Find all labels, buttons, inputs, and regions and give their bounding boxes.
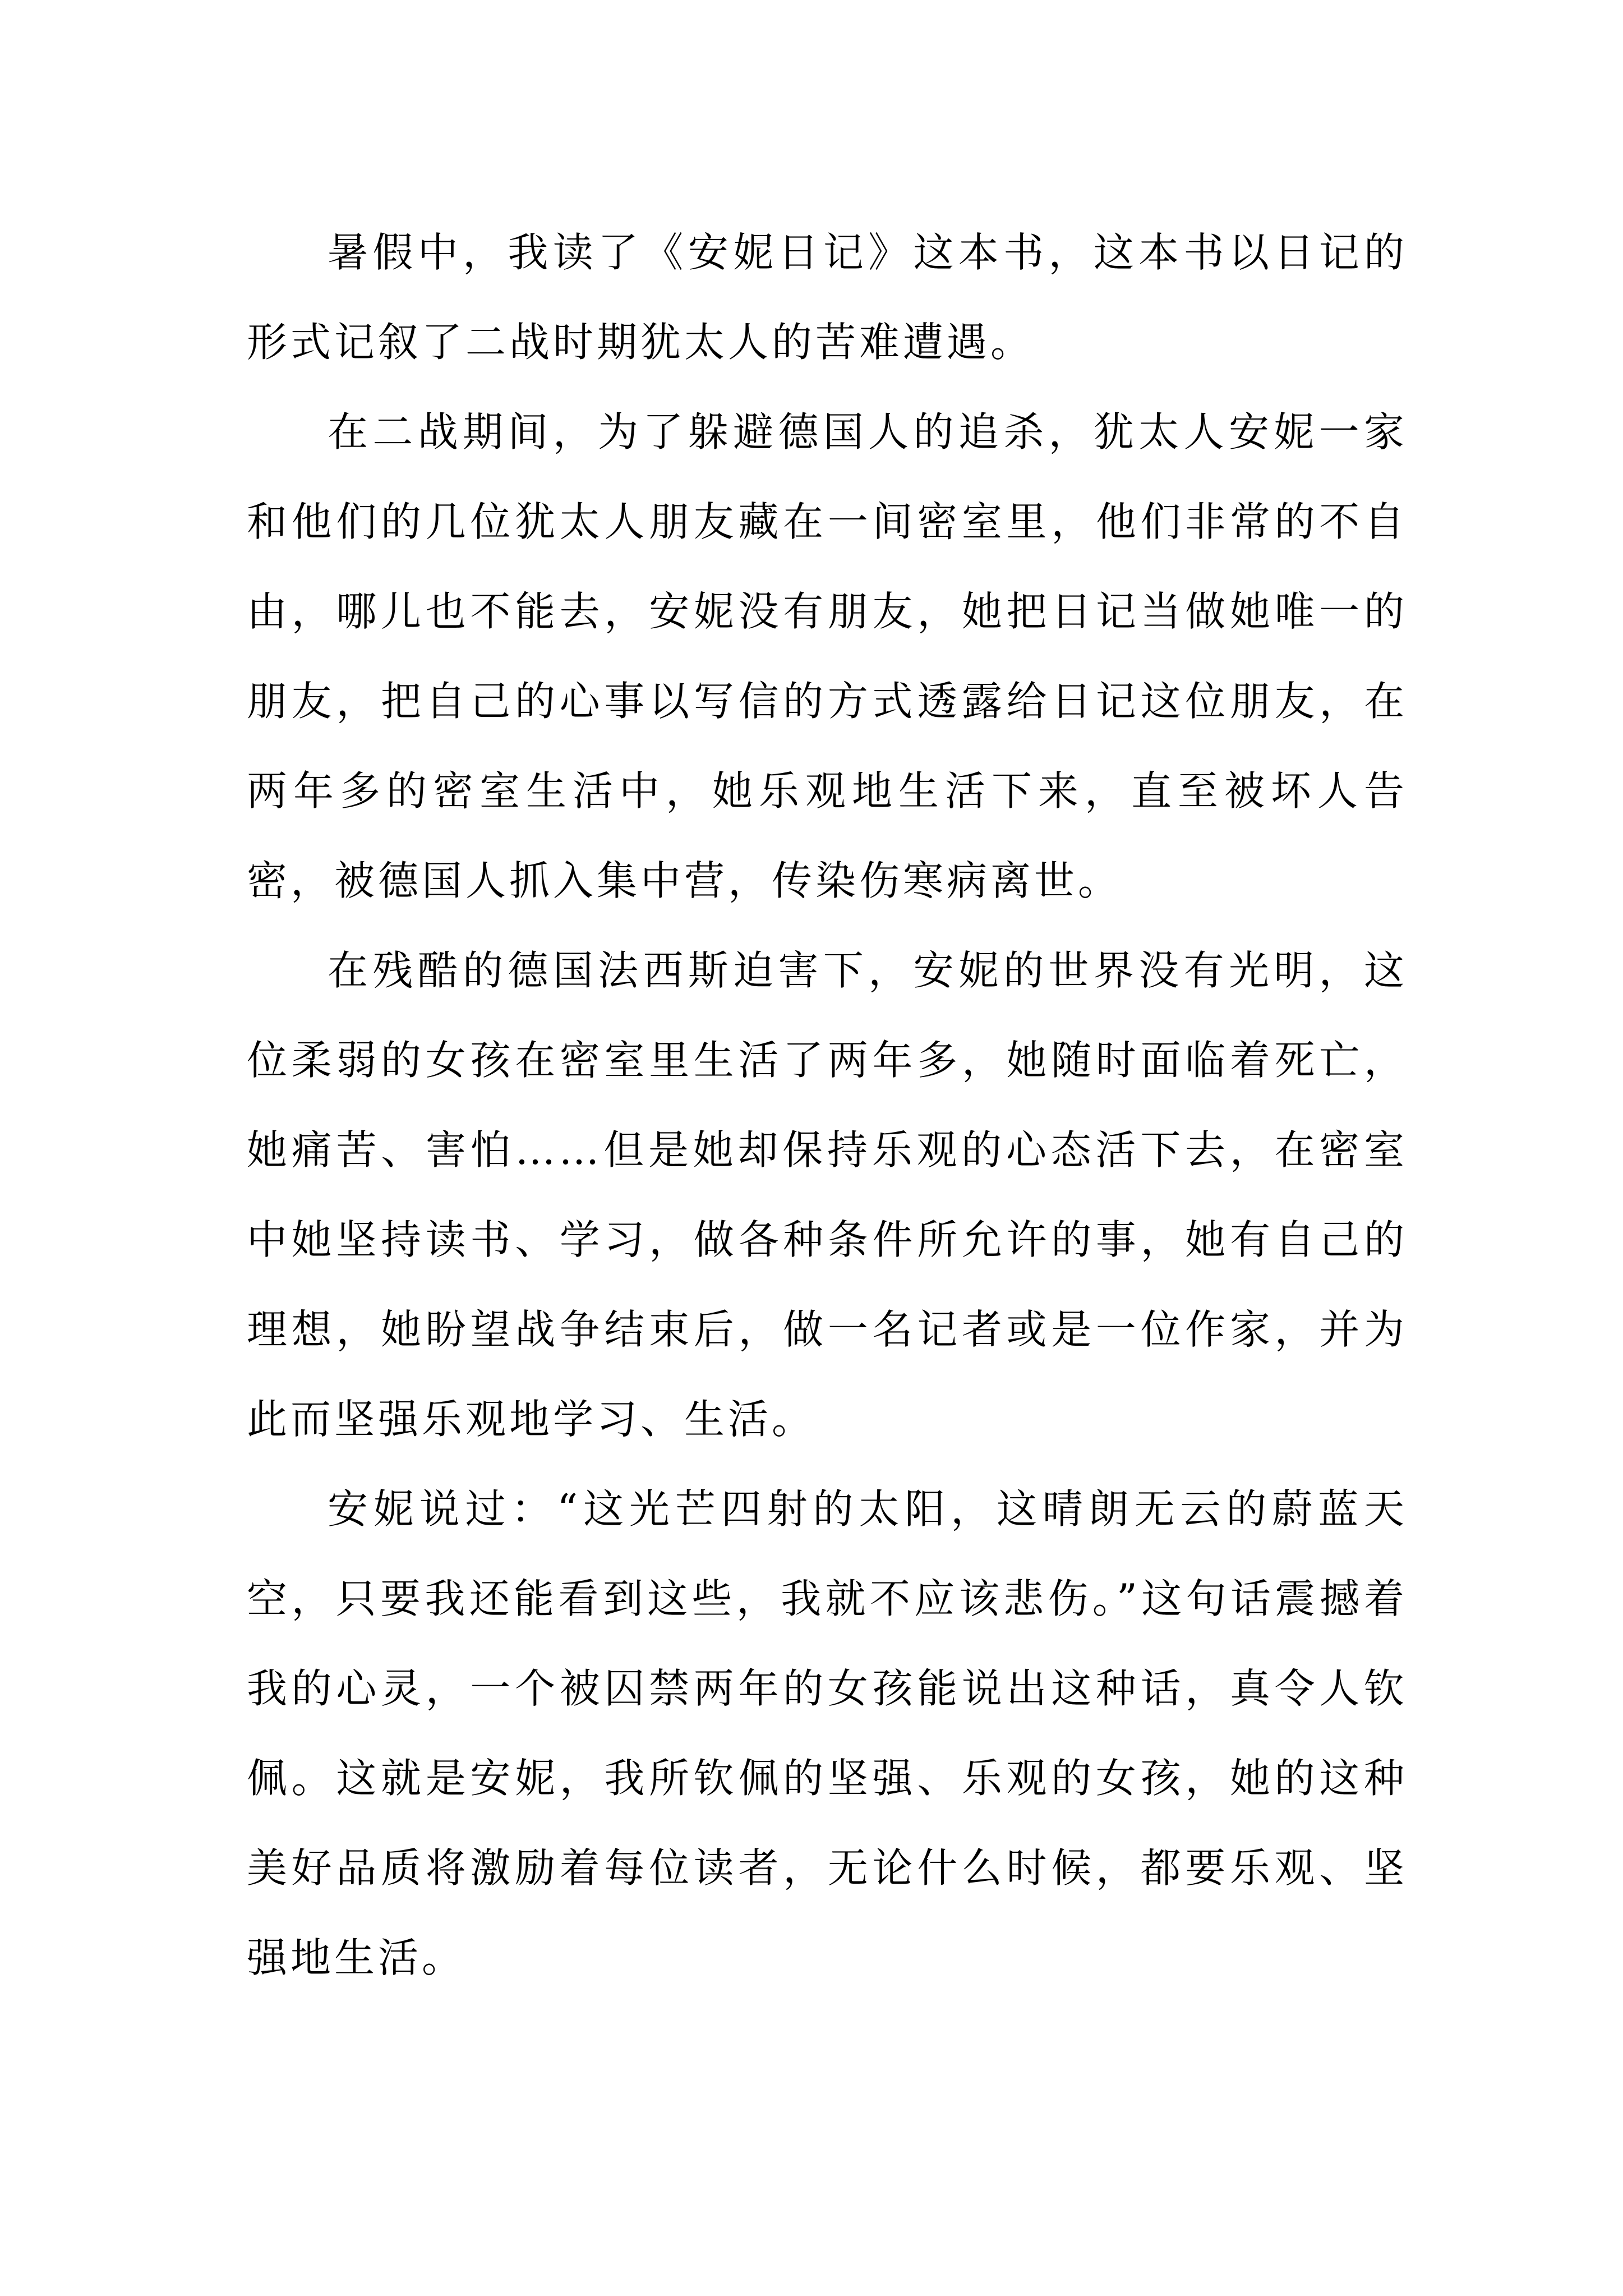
paragraph-4: 安妮说过：“这光芒四射的太阳，这晴朗无云的蔚蓝天空，只要我还能看到这些，我就不应该悲伤。”这句话震撼着我的心灵，一个被囚禁两年的女孩能说出这种话，真令人钦佩。这就是安妮，我所钦佩的坚强、乐观的女孩，她的这种美好品质将激励着每位读者，无论什么时候，都要乐观、坚强地生活。 (247, 1485, 1408, 1981)
paragraph-1: 暑假中，我读了《安妮日记》这本书，这本书以日记的形式记叙了二战时期犹太人的苦难遭遇。 (247, 229, 1408, 366)
paragraph-3: 在残酷的德国法西斯迫害下，安妮的世界没有光明，这位柔弱的女孩在密室里生活了两年多，她随时面临着死亡，她痛苦、害怕……但是她却保持乐观的心态活下去，在密室中她坚持读书、学习，做各种条件所允许的事，她有自己的理想，她盼望战争结束后，做一名记者或是一位作家，并为此而坚强乐观地学习、生活。 (247, 947, 1408, 1443)
essay-body (247, 208, 1408, 2003)
paragraph-2: 在二战期间，为了躲避德国人的追杀，犹太人安妮一家和他们的几位犹太人朋友藏在一间密室里，他们非常的不自由，哪儿也不能去，安妮没有朋友，她把日记当做她唯一的朋友，把自己的心事以写信的方式透露给日记这位朋友，在两年多的密室生活中，她乐观地生活下来，直至被坏人告密，被德国人抓入集中营，传染伤寒病离世。 (247, 408, 1408, 904)
